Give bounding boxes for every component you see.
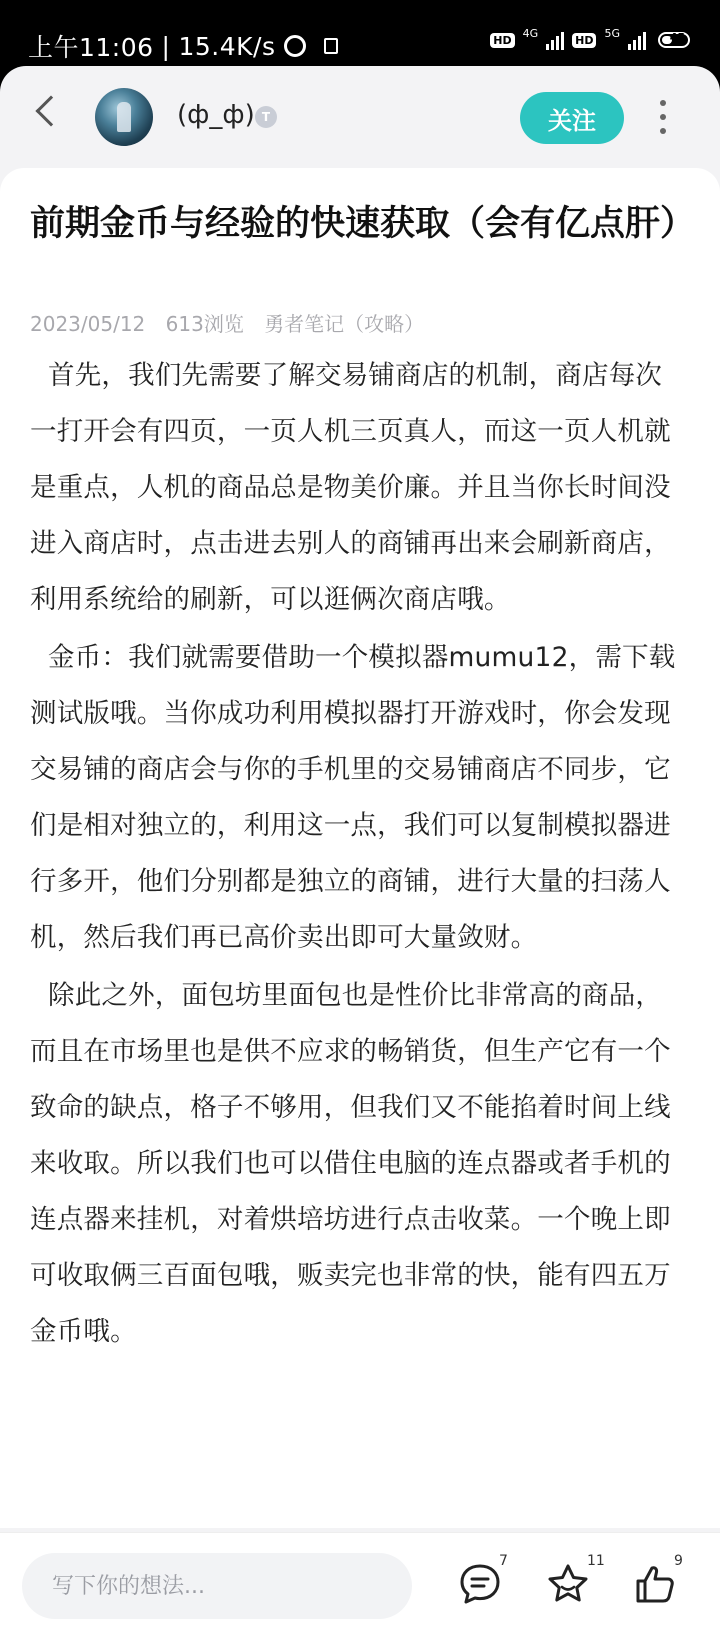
view-count: 613浏览 <box>165 312 244 336</box>
follow-button[interactable]: 关注 <box>520 92 624 144</box>
status-right <box>490 26 690 50</box>
comment-input[interactable] <box>22 1553 412 1619</box>
thumbs-up-icon <box>632 1561 678 1607</box>
status-bar <box>0 0 720 70</box>
comment-icon <box>457 1561 503 1607</box>
favorite-count: 11 <box>587 1553 605 1569</box>
favorite-button[interactable] <box>545 1553 605 1611</box>
avatar[interactable] <box>95 88 153 146</box>
battery-icon <box>658 32 690 48</box>
comment-count: 7 <box>499 1553 508 1569</box>
hd-icon: HD <box>490 33 514 48</box>
hd-icon: HD <box>572 33 596 48</box>
like-count: 9 <box>674 1553 683 1569</box>
more-icon[interactable] <box>660 100 666 134</box>
content-fade <box>0 1468 720 1528</box>
bottom-action-bar <box>0 1532 720 1640</box>
network-type-1: 4G <box>522 26 539 40</box>
back-icon[interactable] <box>35 95 66 126</box>
paragraph: 首先，我们先需要了解交易铺商店的机制，商店每次一打开会有四页，一页人机三页真人，而这一页人机就是重点，人机的商品总是物美价廉。并且当你长时间没进入商店时，点击进去别人的商铺再出来会刷新商店，利用系统给的刷新，可以逛俩次商店哦。 <box>30 360 671 615</box>
star-icon <box>545 1561 591 1607</box>
post-date: 2023/05/12 <box>30 312 146 336</box>
comment-button[interactable] <box>457 1553 508 1611</box>
article-card <box>0 168 720 1528</box>
paragraph: 金币：我们就需要借助一个模拟器mumu12，需下载测试版哦。当你成功利用模拟器打开游戏时，你会发现交易铺的商店会与你的手机里的交易铺商店不同步，它们是相对独立的，利用这一点，我们可以复制模拟器进行多开，他们分别都是独立的商铺，进行大量的扫荡人机，然后我们再已高价卖出即可大量敛财。 <box>30 642 676 953</box>
network-type-2: 5G <box>604 26 620 40</box>
signal-icon <box>546 30 564 50</box>
article-meta <box>30 308 438 337</box>
post-header <box>0 66 720 166</box>
network-speed: 15.4K/s <box>178 31 276 61</box>
notification-icon <box>324 38 338 54</box>
post-category[interactable]: 勇者笔记（攻略） <box>264 312 425 336</box>
author-name[interactable]: (ф_ф) <box>177 100 255 130</box>
paragraph: 除此之外，面包坊里面包也是性价比非常高的商品，而且在市场里也是供不应求的畅销货，但生产它有一个致命的缺点，格子不够用，但我们又不能掐着时间上线来收取。所以我们也可以借住电脑的连点器或者手机的连点器来挂机，对着烘培坊进行点击收菜。一个晚上即可收取俩三百面包哦，贩卖完也非常的快，能有四五万金币哦。 <box>30 980 671 1347</box>
user-level-badge: T <box>255 106 277 128</box>
article-title: 前期金币与经验的快速获取（会有亿点肝） <box>30 204 696 244</box>
like-button[interactable] <box>632 1553 683 1611</box>
status-left: 上午11:06 | 15.4K/s <box>28 28 338 64</box>
battery-level: 45 <box>669 31 685 44</box>
article-body <box>30 348 682 1362</box>
app-screen <box>0 66 720 1640</box>
alarm-icon <box>284 35 306 57</box>
status-time: 上午11:06 <box>28 33 154 62</box>
signal-icon <box>628 30 646 50</box>
